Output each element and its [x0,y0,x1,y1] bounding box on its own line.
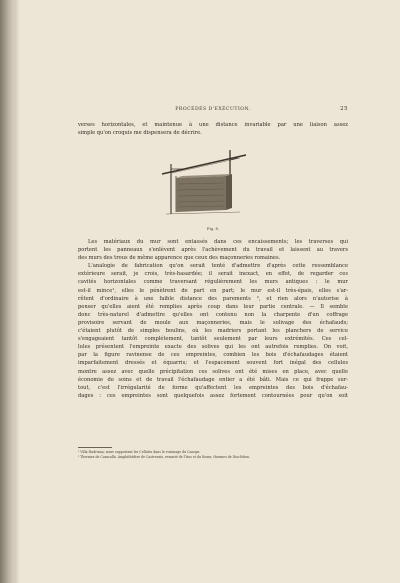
text-line: tout, c'est l'irrégularité de forme qu'affectent les empreintes des bois d'échafau- [78,384,348,391]
footnote: ² Thermes de Caracalla. Amphithéâtre de Castrensis, remarié de Titus et du Rome, thermes de Dioclétien. [78,455,251,460]
text-line: Les matériaux du mur sont entassés dans ces encaissements; les traverses qui [88,239,348,245]
text-line: lules présentent l'empreinte exacte des solives qui les ont autrefois remplies. On voit, [78,344,348,351]
text-line: est-il mince¹, elles le pénètrent de part en part; le mur est-il très-épais, elles s'ar- [78,287,348,294]
text-line: imparfaitement dressés et équarris; et l'espacement souvent fort inégal des cellules [78,360,348,367]
formwork-drawing [154,146,254,221]
text-line: dages : ces empreintes sont quelquefois assez fortement contournées pour qu'on soit [78,392,348,399]
footnote-rule [78,447,112,448]
text-line: simple qu'on croquis me dispensera de décrire. [78,130,202,137]
figure-caption: Fig. 8. [206,226,220,231]
text-line: penser qu'elles aient été remplies après coup dans leur partie centrale. — Il semble [78,303,348,310]
paragraph-intro [78,121,348,137]
text-line: verses horizontales, et maintenue à une distance invariable par une liaison assez [78,122,348,128]
footnote: ¹ Villa Hadriana; murs supportant les Cellules dans le voisinage du Canope. [78,450,201,454]
figure-formwork-illustration [154,146,254,221]
text-line: L'analogie de fabrication qu'on serait tenté d'admettre d'après cette ressemblance [88,263,348,270]
book-page [14,0,400,583]
text-line: rêtent d'ordinaire à une faible distance des parements ², et rien alors n'autorise à [78,295,348,302]
text-line: des murs des trous de même apparence que ceux des maçonneries romaines. [78,255,281,262]
text-line: s'engageaient tantôt complétement, tantôt seulement par leurs extrémités. Ces cel- [78,336,348,343]
page-header [78,107,348,117]
footnotes [78,450,348,460]
text-line: cavités horizontales comme traversant régulièrement les murs antiques : le mur [78,279,348,286]
text-line: extérieure serait, je crois, très-hasardée; il serait inexact, en effet, de regarder ces [78,271,348,278]
text-line: par la figure ravinense de ces empreintes, combien les bois d'échafaudages étaient [78,352,348,359]
text-line: donc très-naturel d'admettre qu'elles ont contenu non la charpente d'un coffrage [78,311,348,318]
running-title: PROCÉDÉS D'EXÉCUTION. [175,107,251,112]
text-line: c'étaient plutôt de simples boulins, où les madriers portant les planchers de service [78,328,348,335]
text-line: portent les panneaux s'enlèvent après l'achèvement du travail et laissent au travers [78,247,348,254]
text-line: économie de soins et de travail l'échafaudage entier a été bâti. Mais ce qui frappe sur- [78,376,348,383]
page-number: 25 [340,106,348,112]
scan-binding-edge [0,0,14,583]
text-line: montre assez avec quelle précipitation ces solives ont été mises en place, avec quelle [78,368,348,375]
paragraph-main [78,238,348,400]
text-line: provisoire servant de moule aux maçonneries, mais le solivage des échafauds; [78,319,348,326]
